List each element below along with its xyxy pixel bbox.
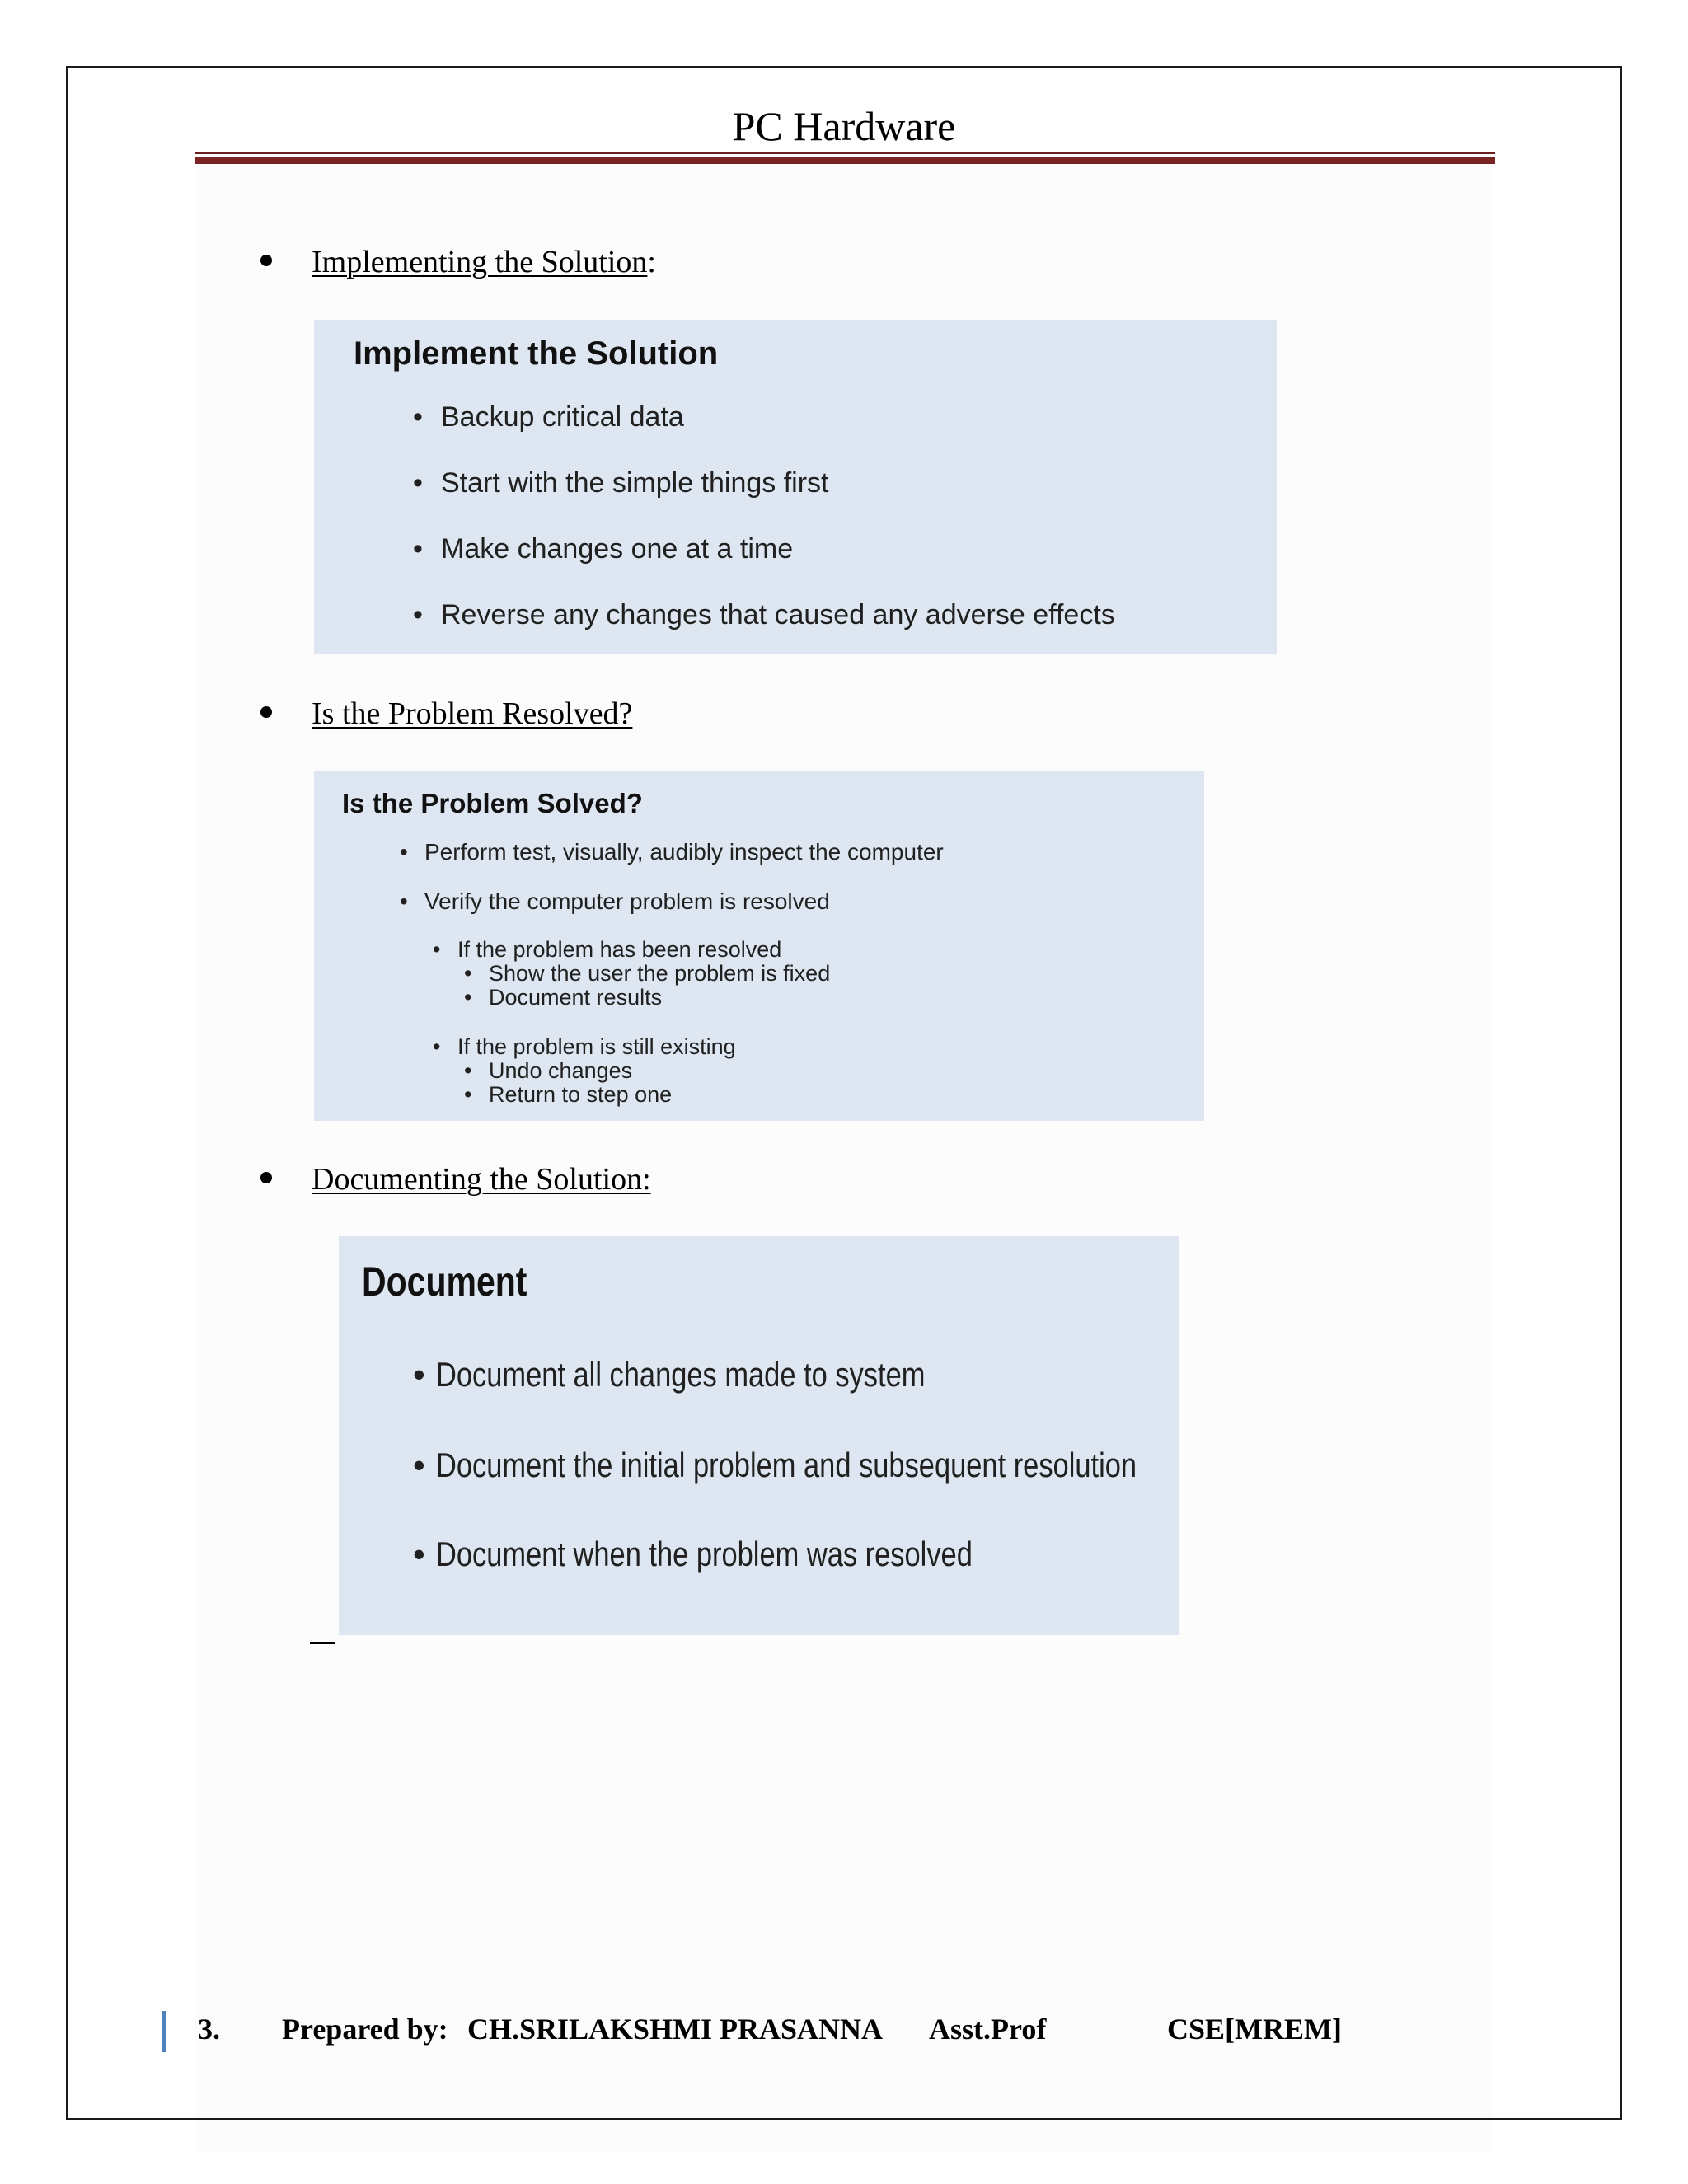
bullet-icon: • (413, 1535, 425, 1573)
bullet-icon (260, 706, 272, 718)
page-header-title: PC Hardware (732, 103, 956, 149)
footer-role: Asst.Prof (929, 2013, 1047, 2046)
bullet-icon: • (433, 937, 441, 962)
footer-department: CSE[MREM] (1167, 2013, 1342, 2046)
bullet-icon: • (464, 985, 472, 1010)
section-heading-suffix: : (647, 245, 656, 279)
underscore-mark (310, 1642, 335, 1644)
section-heading-text: Implementing the Solution (312, 245, 648, 279)
page-number: 3. (198, 2013, 220, 2046)
slide-title: Is the Problem Solved? (342, 788, 643, 818)
bullet-icon: • (413, 1355, 425, 1394)
bullet-icon: • (464, 1058, 472, 1083)
bullet-icon: • (413, 599, 423, 630)
slide-implement-the-solution: Implement the Solution • Backup critical data • Start with the simple things first • Make changes one at a time • Reverse any changes that caused any adverse effects (314, 320, 1277, 654)
section-heading-text: Is the Problem Resolved? (312, 696, 633, 731)
bullet-icon (260, 1172, 272, 1183)
header-rule-thick (195, 157, 1495, 164)
slide-document: Document • Document all changes made to system • Document the initial problem and subsequent resolution • Document when the problem was resolved (339, 1236, 1179, 1635)
bullet-icon: • (413, 533, 423, 565)
bullet-icon: • (464, 1082, 472, 1107)
footer-author: CH.SRILAKSHMI PRASANNA (467, 2013, 884, 2046)
bullet-icon: • (400, 888, 408, 914)
slide-title: Implement the Solution (354, 335, 719, 372)
footer-prepared-label: Prepared by: (282, 2013, 448, 2046)
header-rule (195, 152, 1495, 154)
bullet-icon: • (413, 401, 423, 433)
bullet-icon (260, 255, 272, 266)
slide-is-the-problem-solved: Is the Problem Solved? • Perform test, visually, audibly inspect the computer • Verify the computer problem is resolved • If the problem has been resolved • Show the user the problem is fixed • Document results • If the problem is still existing • Undo changes • Return to step one (314, 771, 1204, 1121)
footer-accent-bar (162, 2011, 166, 2052)
bullet-icon: • (413, 1446, 425, 1484)
bullet-icon: • (413, 467, 423, 499)
slide-title: Document (362, 1258, 528, 1305)
bullet-icon: • (433, 1034, 441, 1059)
bullet-icon: • (400, 839, 408, 865)
bullet-icon: • (464, 961, 472, 986)
section-heading-text: Documenting the Solution: (312, 1162, 651, 1197)
